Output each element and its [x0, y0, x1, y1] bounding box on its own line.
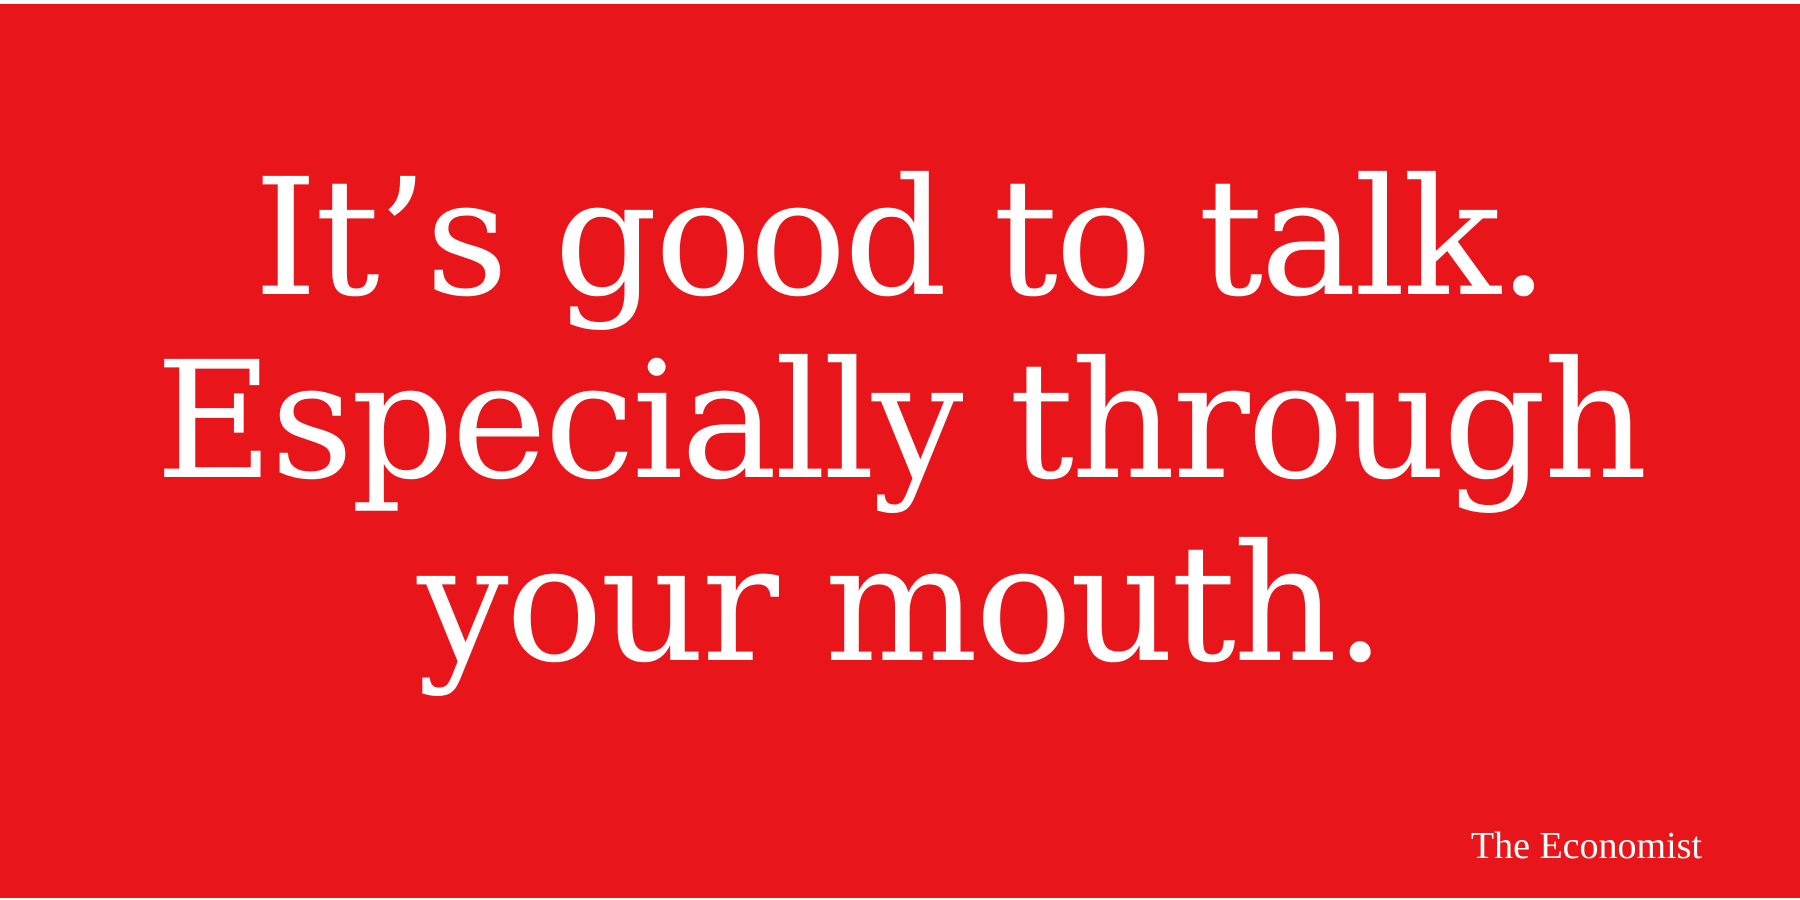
headline — [0, 145, 1800, 699]
brand-logo: The Economist — [1470, 825, 1702, 867]
headline-line-1: It’s good to talk. — [253, 145, 1547, 333]
headline-line-2: Especially through — [155, 328, 1645, 516]
top-edge — [0, 0, 1800, 4]
headline-line-3: your mouth. — [417, 511, 1383, 699]
